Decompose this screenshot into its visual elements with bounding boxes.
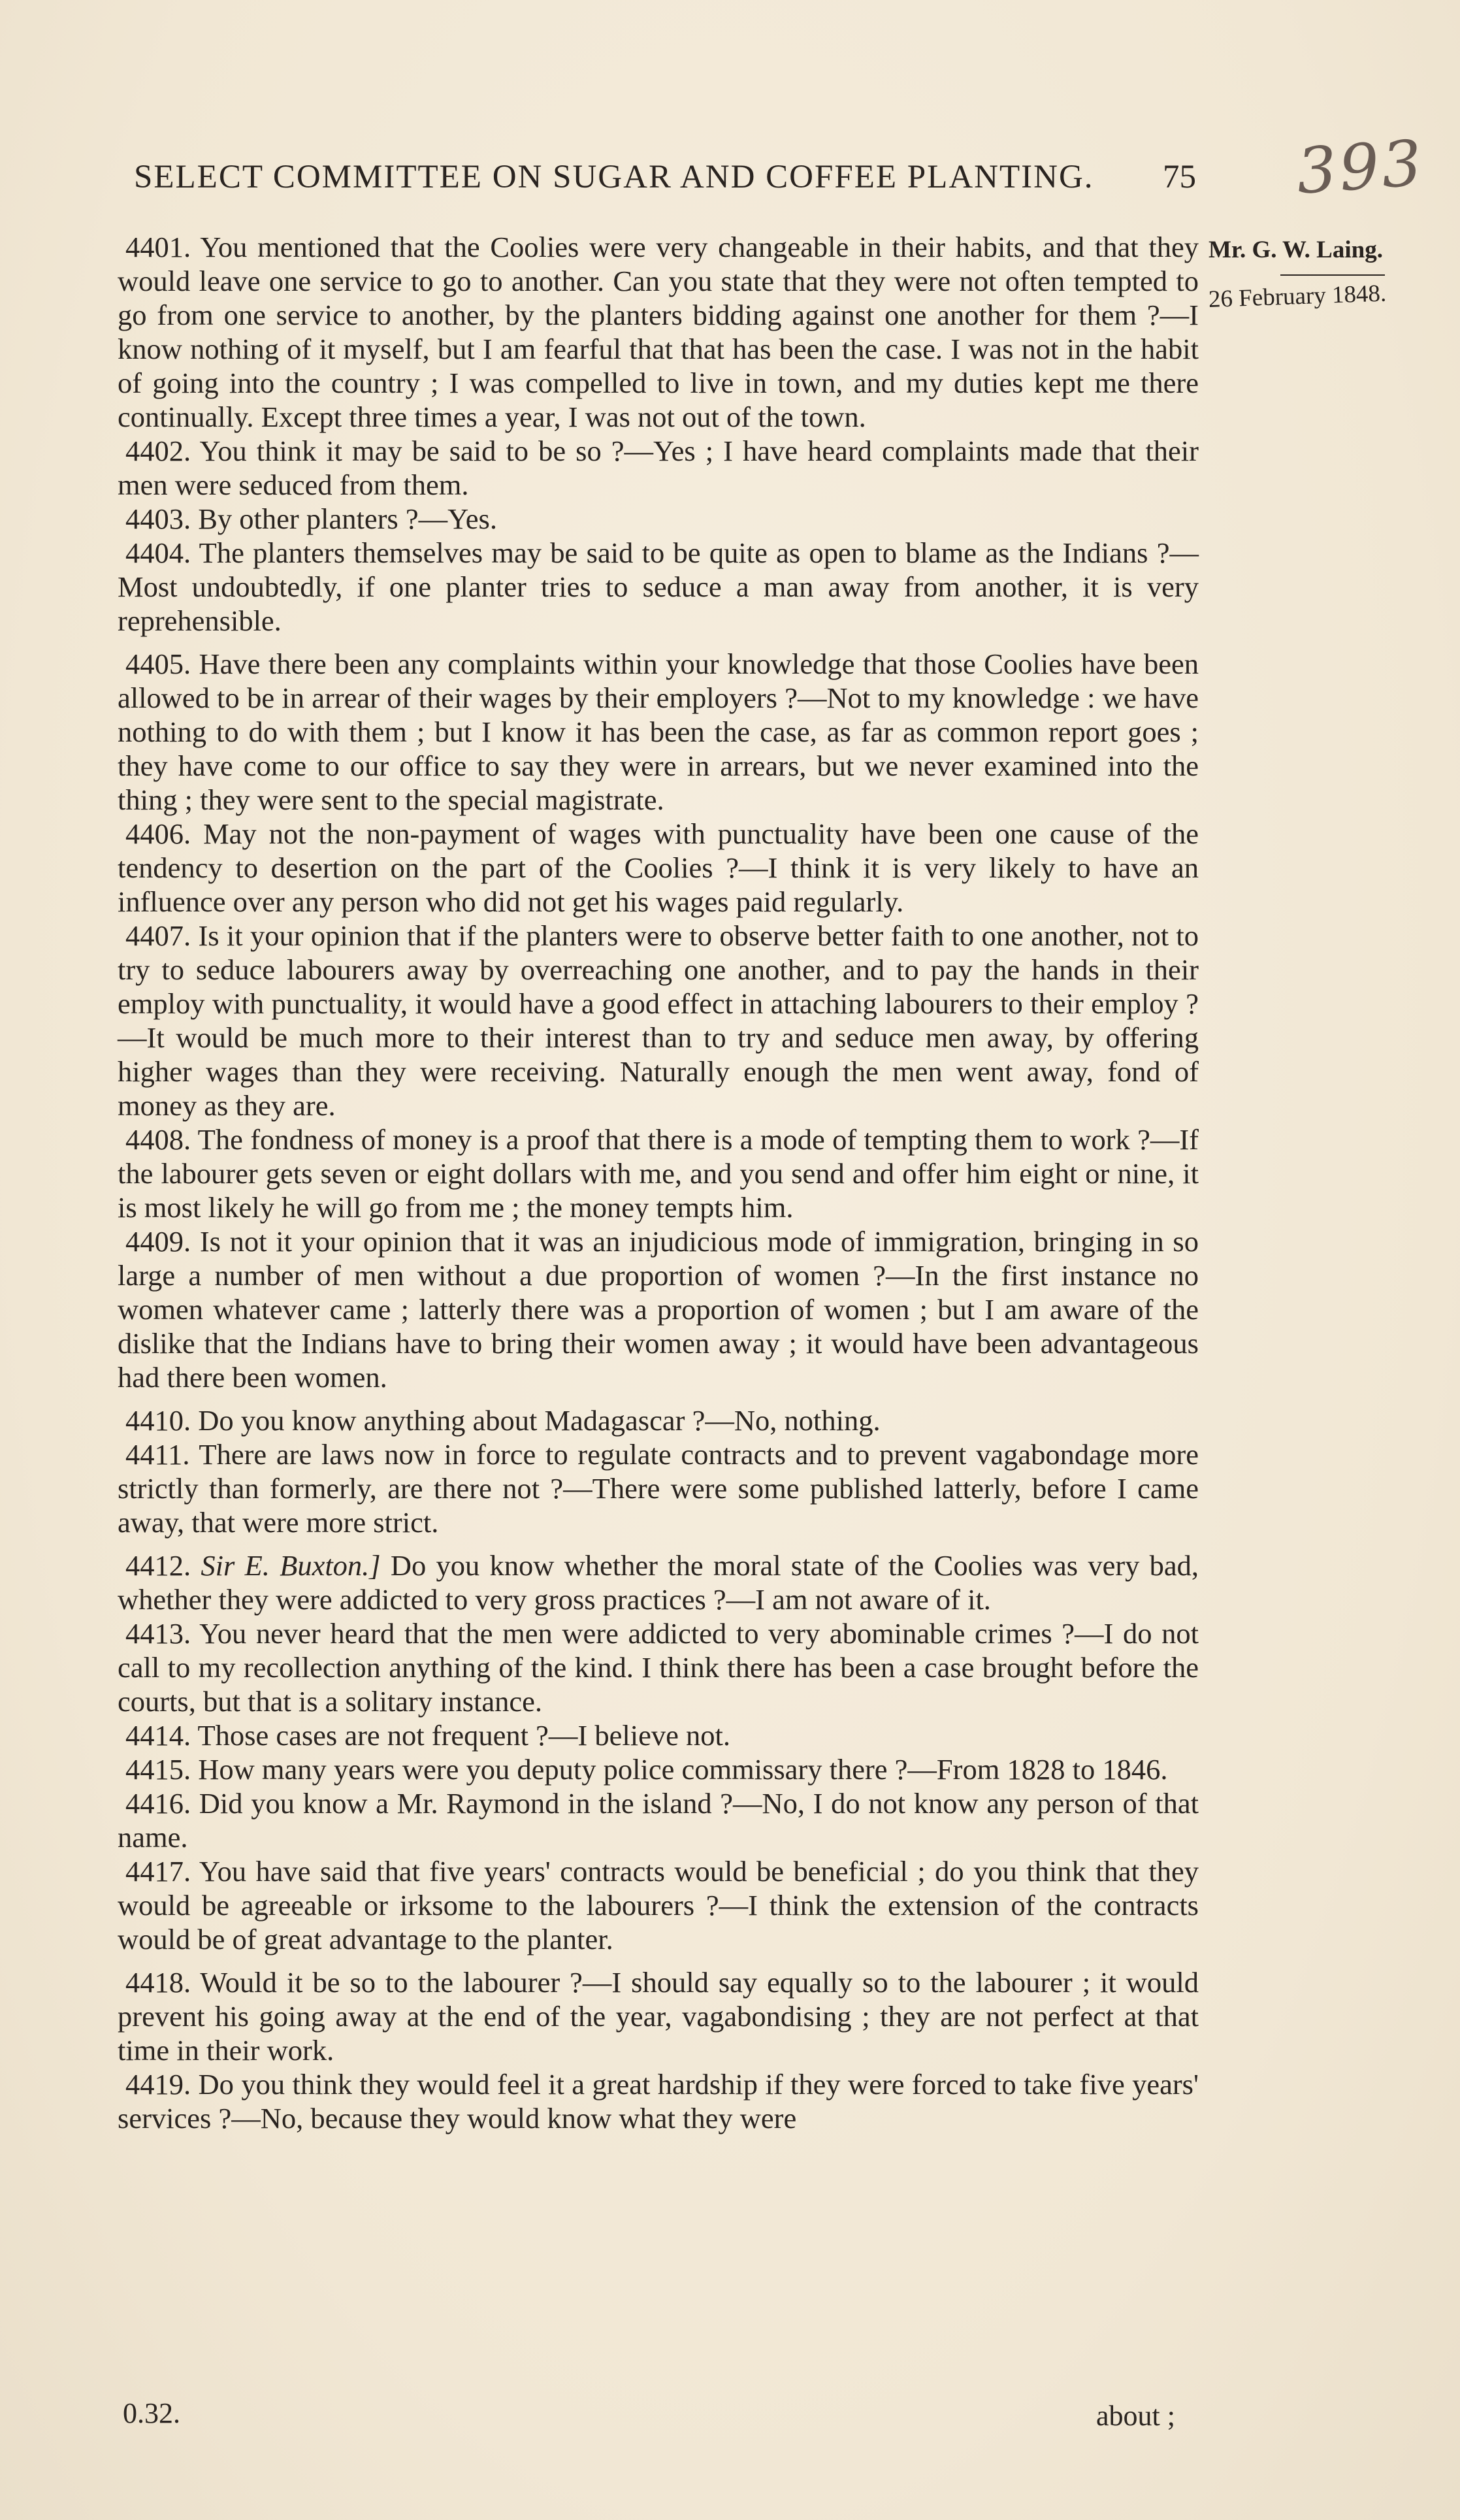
question-4412: 4412. Sir E. Buxton.] Do you know whether the moral state of the Coolies was very bad, whether they were addicted to very gross practices ?—I am not aware of it.	[118, 1549, 1199, 1616]
question-4411: 4411. There are laws now in force to regulate contracts and to prevent vagabondage more strictly than formerly, are there not ?—There were some published latterly, before I came away, that were more strict.	[118, 1438, 1199, 1539]
question-4419: 4419. Do you think they would feel it a great hardship if they were forced to take five years' services ?—No, because they would know what they were	[118, 2068, 1199, 2135]
question-4404: 4404. The planters themselves may be said to be quite as open to blame as the Indians ?—Most undoubtedly, if one planter tries to seduce a man away from another, it is very reprehensible.	[118, 536, 1199, 637]
running-header	[134, 158, 1205, 196]
question-4406: 4406. May not the non-payment of wages with punctuality have been one cause of the tendency to desertion on the part of the Coolies ?—I think it is very likely to have an influence over any person who did not get his wages paid regularly.	[118, 817, 1199, 918]
question-4402: 4402. You think it may be said to be so ?—Yes ; I have heard complaints made that their men were seduced from them.	[118, 434, 1199, 501]
question-4408: 4408. The fondness of money is a proof that there is a mode of tempting them to work ?—If the labourer gets seven or eight dollars with me, and you send and offer him eight or nine, it is most likely he will go from me ; the money tempts him.	[118, 1123, 1199, 1224]
speaker-label: Sir E. Buxton.]	[201, 1549, 381, 1582]
question-4401: 4401. You mentioned that the Coolies were very changeable in their habits, and that they would leave one service to go to another. Can you state that they were not often tempted to go from one service to another, by the planters bidding against one another for them ?—I know nothing of it myself, but I am fearful that that has been the case. I was not in the habit of going into the country ; I was compelled to live in town, and my duties kept me there continually. Except three times a year, I was not out of the town.	[118, 231, 1199, 433]
witness-name: Mr. G. W. Laing.	[1209, 237, 1383, 263]
question-4415: 4415. How many years were you deputy police commissary there ?—From 1828 to 1846.	[125, 1753, 1168, 1786]
witness-sidenote	[1209, 235, 1424, 316]
testimony-body	[118, 230, 1199, 2135]
question-4417: 4417. You have said that five years' contracts would be beneficial ; do you think that they would be agreeable or irksome to the labourers ?—I think the extension of the contracts would be of great advantage to the planter.	[118, 1855, 1199, 1955]
sidenote-divider	[1280, 274, 1385, 276]
question-4409: 4409. Is not it your opinion that it was an injudicious mode of immigration, bringing in so large a number of men without a due proportion of women ?—In the first instance no women whatever came ; latterly there was a proportion of women ; but I am aware of the dislike that the Indians have to bring their women away ; it would have been advantageous had there been women.	[118, 1225, 1199, 1394]
page-number: 75	[1163, 159, 1196, 195]
question-4407: 4407. Is it your opinion that if the planters were to observe better faith to one another, not to try to seduce labourers away by overreaching one another, and to pay the hands in their employ with punctuality, it would have a good effect in attaching labourers to their employ ?—It would be much more to their interest than to try and seduce men away, by offering higher wages than they were receiving. Naturally enough the men went away, fond of money as they are.	[118, 919, 1199, 1122]
testimony-date: 26 February 1848.	[1208, 280, 1387, 314]
question-4405: 4405. Have there been any complaints within your knowledge that those Coolies have been allowed to be in arrear of their wages by their employers ?—Not to my knowledge : we have nothing to do with them ; but I know it has been the case, as far as common report goes ; they have come to our office to say they were in arrears, but we never examined into the thing ; they were sent to the special magistrate.	[118, 647, 1199, 816]
printer-signature: 0.32.	[123, 2397, 180, 2429]
catchword: about ;	[1096, 2400, 1175, 2432]
question-4416: 4416. Did you know a Mr. Raymond in the island ?—No, I do not know any person of that name.	[118, 1787, 1199, 1854]
page-title: SELECT COMMITTEE ON SUGAR AND COFFEE PLANTING.	[134, 159, 1094, 195]
question-4403: 4403. By other planters ?—Yes.	[125, 502, 497, 535]
handwritten-folio-number: 393	[1294, 126, 1427, 208]
question-4414: 4414. Those cases are not frequent ?—I believe not.	[125, 1719, 730, 1752]
question-4418: 4418. Would it be so to the labourer ?—I should say equally so to the labourer ; it would prevent his going away at the end of the year, vagabondising ; they are not perfect at that time in their work.	[118, 1966, 1199, 2067]
question-4413: 4413. You never heard that the men were addicted to very abominable crimes ?—I do not call to my recollection anything of the kind. I think there has been a case brought before the courts, but that is a solitary instance.	[118, 1617, 1199, 1718]
question-4410: 4410. Do you know anything about Madagascar ?—No, nothing.	[125, 1404, 881, 1437]
